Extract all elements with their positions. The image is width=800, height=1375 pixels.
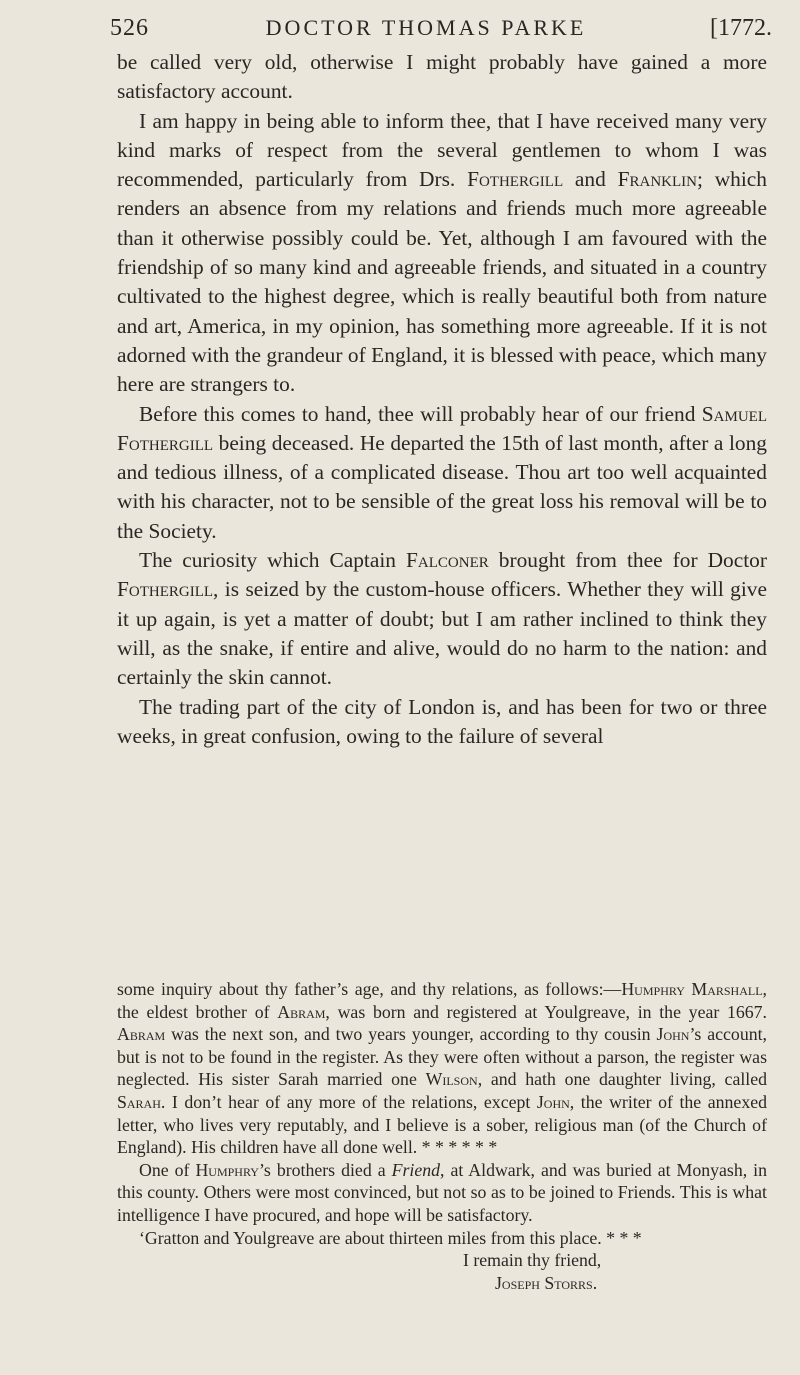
- footnote-2-text-c: , at Aldwark, and was buried at Monyash, in this county. Others were most convinced, but not so as to be joined to Friends. This is what intelligence I have procured, and hope will be satisfactory.: [117, 1159, 767, 1225]
- footnote-1-text-h: , the writer of the annexed letter, who lives very reputably, and I believe is a sober, religious man (of the Church of England). His children have all done well. * * * * * *: [117, 1091, 767, 1158]
- letter-body: [117, 48, 767, 751]
- paragraph-4: [117, 546, 767, 692]
- signature: Joseph Storrs.: [495, 1272, 598, 1293]
- closing-line: I remain thy friend,: [463, 1250, 602, 1271]
- running-head: DOCTOR THOMAS PARKE: [265, 15, 587, 40]
- footnote-1-text-e: ’s account, but is not to be found in the register. As they were often without a parson, the register was neglected. His sister Sarah married one: [117, 1024, 767, 1090]
- footnote-2-text-b: ’s brothers died a: [258, 1159, 392, 1180]
- name-abram-2: Abram: [117, 1024, 166, 1045]
- name-john: John: [656, 1024, 690, 1045]
- paragraph-5: [117, 693, 767, 752]
- name-john-2: John: [536, 1091, 570, 1112]
- footnote-1-text-b: , the eldest brother of: [117, 979, 767, 1022]
- footnote-1-text-d: was the next son, and two years younger, according to thy cousin: [165, 1024, 657, 1045]
- paragraph-3-text-b: being deceased. He departed the 15th of last month, after a long and tedious illness, of a complicated disease. Thou art too well acquainted with his character, not to be sensible of the great loss his removal will be to the Society.: [117, 430, 767, 543]
- page-header: [110, 8, 772, 48]
- footnote-paragraph-3: [117, 1227, 767, 1250]
- footnote-1-text-a: some inquiry about thy father’s age, and thy relations, as follows:—: [117, 979, 622, 999]
- footnote: [117, 978, 767, 1294]
- paragraph-3: [117, 400, 767, 546]
- paragraph-1: [117, 48, 767, 107]
- letter-closing: [117, 1249, 767, 1294]
- name-wilson: Wilson: [425, 1069, 478, 1090]
- paragraph-1-text: be called very old, otherwise I might probably have gained a more satisfactory account.: [117, 50, 767, 104]
- italic-friend: Friend: [391, 1159, 440, 1180]
- footnote-2-text-a: One of: [139, 1159, 196, 1180]
- page-number: 526: [110, 14, 149, 41]
- paragraph-5-text: The trading part of the city of London is, and has been for two or three weeks, in great confusion, owing to the failure of several: [117, 694, 767, 748]
- name-fothergill: Fothergill: [467, 167, 564, 192]
- name-franklin: Franklin: [617, 167, 697, 192]
- name-humphry: Humphry: [195, 1159, 259, 1180]
- name-samuel-fothergill: Samuel Fothergill: [117, 401, 767, 455]
- paragraph-2-text-c: ; which renders an absence from my relations and friends much more agreeable than it otherwise possibly could be. Yet, although I am favoured with the friendship of so many kind and agreeable friends, and situated in a country cultivated to the highest degree, which is really beautiful both from nature and art, America, in my opinion, has something more agreeable. If it is not adorned with the grandeur of England, it is blessed with peace, which many here are strangers to.: [117, 167, 767, 397]
- footnote-paragraph-2: [117, 1159, 767, 1227]
- name-fothergill-2: Fothergill: [117, 577, 214, 602]
- paragraph-2-text-a: I am happy in being able to inform thee, that I have received many very kind marks of respect from the several gentlemen to whom I was recommended, particularly from Drs.: [117, 108, 767, 192]
- name-abram: Abram: [277, 1001, 326, 1022]
- footnote-paragraph-1: [117, 978, 767, 1159]
- paragraph-2-text-b: and: [563, 167, 618, 192]
- footnote-1-text-c: , was born and registered at Youlgreave, in the year 1667.: [325, 1001, 767, 1022]
- footnote-1-text-f: , and hath one daughter living, called: [477, 1069, 767, 1090]
- paragraph-3-text-a: Before this comes to hand, thee will probably hear of our friend: [139, 401, 702, 426]
- paragraph-4-text-b: brought from thee for Doctor: [488, 548, 767, 573]
- footnote-1-text-g: . I don’t hear of any more of the relations, except: [160, 1091, 537, 1112]
- name-humphry-marshall: Humphry Marshall: [621, 979, 763, 999]
- name-sarah: Sarah: [117, 1091, 161, 1112]
- footnote-3-text: ‘Gratton and Youlgreave are about thirteen miles from this place. * * *: [139, 1227, 642, 1248]
- paragraph-2: [117, 107, 767, 400]
- paragraph-4-text-c: , is seized by the custom-house officers. Whether they will give it up again, is yet a matter of doubt; but I am rather inclined to think they will, as the snake, if entire and alive, would do no harm to the nation: and certainly the skin cannot.: [117, 577, 767, 690]
- paragraph-4-text-a: The curiosity which Captain: [139, 548, 407, 573]
- year-marker: [1772.: [710, 14, 772, 41]
- name-falconer: Falconer: [406, 548, 489, 573]
